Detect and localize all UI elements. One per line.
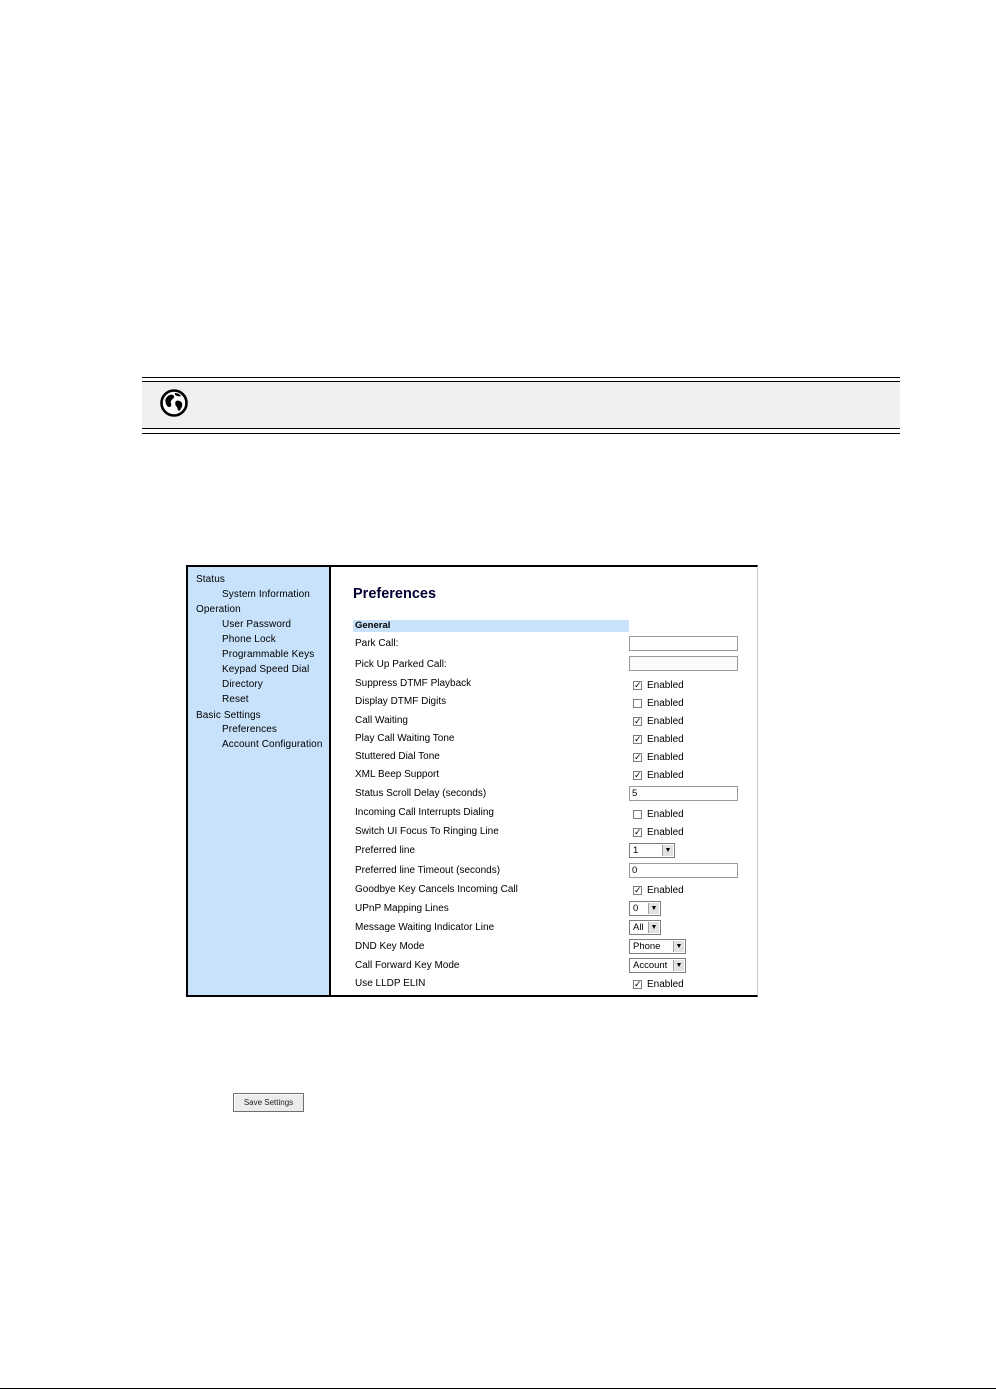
nav-basic-settings[interactable]: Basic Settings	[196, 710, 261, 721]
dnd-key-mode-value: Phone	[633, 941, 661, 952]
use-lldp-elin-label: Use LLDP ELIN	[355, 978, 426, 989]
nav-system-information[interactable]: System Information	[222, 589, 310, 600]
chevron-down-icon[interactable]: ▼	[648, 903, 659, 914]
enabled-label: Enabled	[647, 680, 684, 691]
page-title: Preferences	[353, 586, 437, 602]
pick-up-parked-call-label: Pick Up Parked Call:	[355, 659, 447, 670]
nav-account-configuration[interactable]: Account Configuration	[222, 739, 323, 750]
xml-beep-support-checkbox[interactable]: ✓	[634, 770, 642, 780]
suppress-dtmf-checkbox[interactable]: ✓	[634, 680, 642, 690]
park-call-input[interactable]	[629, 636, 738, 651]
enabled-label: Enabled	[647, 885, 684, 896]
nav-status[interactable]: Status	[196, 574, 225, 585]
chevron-down-icon[interactable]: ▼	[673, 941, 684, 952]
enabled-label: Enabled	[647, 770, 684, 781]
upnp-mapping-lines-select[interactable]	[629, 901, 661, 916]
nav-sidebar	[188, 567, 331, 995]
xml-beep-support-label: XML Beep Support	[355, 769, 440, 780]
web-ui-note-band	[142, 377, 900, 435]
mwi-line-value: All	[633, 922, 644, 933]
chevron-down-icon[interactable]: ▼	[648, 922, 659, 933]
call-waiting-checkbox[interactable]: ✓	[634, 716, 642, 726]
incoming-call-interrupts-label: Incoming Call Interrupts Dialing	[355, 807, 494, 818]
save-settings-button[interactable]: Save Settings	[233, 1093, 304, 1112]
dnd-key-mode-select[interactable]	[629, 939, 686, 954]
enabled-label: Enabled	[647, 698, 684, 709]
display-dtmf-label: Display DTMF Digits	[355, 696, 447, 707]
section-header-general: General	[353, 620, 629, 632]
chevron-down-icon[interactable]: ▼	[662, 845, 673, 856]
globe-icon	[159, 388, 189, 418]
switch-ui-focus-checkbox[interactable]: ✓	[634, 827, 642, 837]
call-forward-key-mode-label: Call Forward Key Mode	[355, 960, 460, 971]
pick-up-parked-call-input[interactable]	[629, 656, 738, 671]
nav-preferences[interactable]: Preferences	[222, 724, 278, 735]
upnp-mapping-lines-label: UPnP Mapping Lines	[355, 903, 449, 914]
enabled-label: Enabled	[647, 979, 684, 990]
display-dtmf-checkbox[interactable]	[633, 699, 642, 708]
chevron-down-icon[interactable]: ▼	[673, 960, 684, 971]
park-call-label: Park Call:	[355, 638, 399, 649]
stuttered-dial-tone-label: Stuttered Dial Tone	[355, 751, 440, 762]
nav-phone-lock[interactable]: Phone Lock	[222, 634, 276, 645]
band-fill	[142, 382, 900, 428]
status-scroll-delay-label: Status Scroll Delay (seconds)	[355, 788, 487, 799]
suppress-dtmf-label: Suppress DTMF Playback	[355, 678, 472, 689]
enabled-label: Enabled	[647, 809, 684, 820]
band-bottom-rule	[142, 428, 900, 429]
goodbye-key-cancels-checkbox[interactable]: ✓	[634, 885, 642, 895]
enabled-label: Enabled	[647, 716, 684, 727]
mwi-line-select[interactable]	[629, 920, 661, 935]
nav-user-password[interactable]: User Password	[222, 619, 292, 630]
mwi-line-label: Message Waiting Indicator Line	[355, 922, 495, 933]
switch-ui-focus-label: Switch UI Focus To Ringing Line	[355, 826, 499, 837]
preferred-line-timeout-input[interactable]: 0	[629, 863, 738, 878]
page-bottom-rule	[0, 1388, 996, 1389]
enabled-label: Enabled	[647, 827, 684, 838]
band-top-rule	[142, 377, 900, 378]
web-ui-screenshot	[186, 565, 758, 997]
preferred-line-label: Preferred line	[355, 845, 416, 856]
goodbye-key-cancels-label: Goodbye Key Cancels Incoming Call	[355, 884, 518, 895]
enabled-label: Enabled	[647, 734, 684, 745]
call-waiting-label: Call Waiting	[355, 715, 408, 726]
call-forward-key-mode-value: Account	[633, 960, 668, 971]
preferences-panel	[331, 567, 758, 995]
enabled-label: Enabled	[647, 752, 684, 763]
preferred-line-value: 1	[633, 845, 639, 856]
dnd-key-mode-label: DND Key Mode	[355, 941, 425, 952]
nav-directory[interactable]: Directory	[222, 679, 263, 690]
incoming-call-interrupts-checkbox[interactable]	[633, 810, 642, 819]
nav-operation[interactable]: Operation	[196, 604, 241, 615]
stuttered-dial-tone-checkbox[interactable]: ✓	[634, 752, 642, 762]
preferred-line-select[interactable]	[629, 843, 675, 858]
preferred-line-timeout-label: Preferred line Timeout (seconds)	[355, 865, 501, 876]
upnp-mapping-lines-value: 0	[633, 903, 639, 914]
status-scroll-delay-input[interactable]: 5	[629, 786, 738, 801]
nav-reset[interactable]: Reset	[222, 694, 249, 705]
nav-keypad-speed-dial[interactable]: Keypad Speed Dial	[222, 664, 310, 675]
play-call-waiting-tone-checkbox[interactable]: ✓	[634, 734, 642, 744]
play-call-waiting-tone-label: Play Call Waiting Tone	[355, 733, 455, 744]
call-forward-key-mode-select[interactable]	[629, 958, 686, 973]
band-bottom-rule-2	[142, 433, 900, 434]
nav-programmable-keys[interactable]: Programmable Keys	[222, 649, 315, 660]
use-lldp-elin-checkbox[interactable]: ✓	[634, 979, 642, 989]
